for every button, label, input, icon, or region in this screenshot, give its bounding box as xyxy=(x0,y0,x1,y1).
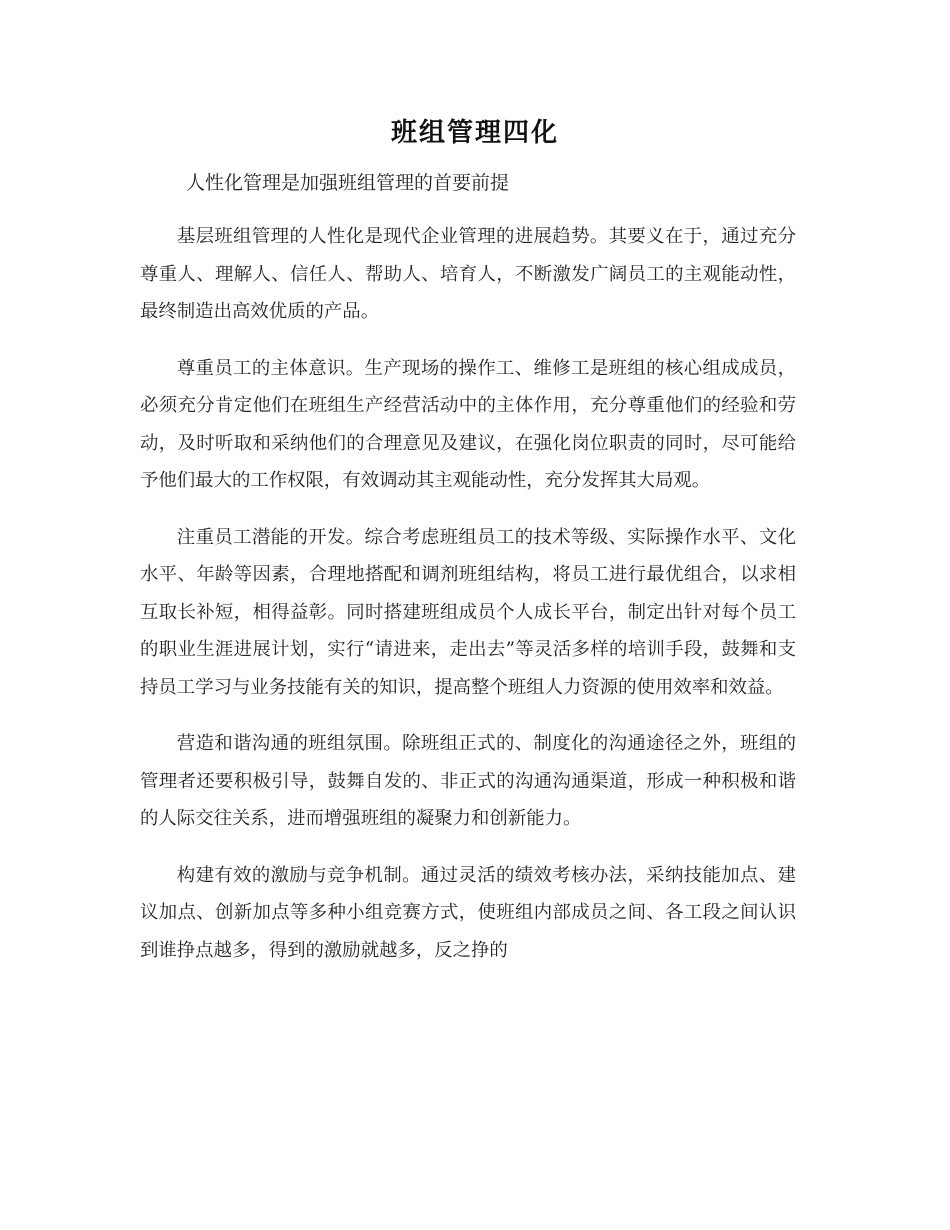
paragraph-humanized-management: 基层班组管理的人性化是现代企业管理的进展趋势。其要义在于，通过充分尊重人、理解人、信任人、帮助人、培育人，不断激发广阔员工的主观能动性，最终制造出高效优质的产品。 xyxy=(140,226,796,322)
document-body xyxy=(140,218,796,988)
paragraph-harmonious-communication: 营造和谐沟通的班组氛围。除班组正式的、制度化的沟通途径之外，班组的管理者还要积极引导，鼓舞自发的、非正式的沟通沟通渠道，形成一种积极和谐的人际交往关系，进而增强班组的凝聚力和创新能力。 xyxy=(140,733,796,829)
document-subtitle: 人性化管理是加强班组管理的首要前提 xyxy=(186,172,510,194)
paragraph-develop-potential: 注重员工潜能的开发。综合考虑班组员工的技术等级、实际操作水平、文化水平、年龄等因素，合理地搭配和调剂班组结构，将员工进行最优组合，以求相互取长补短，相得益彰。同时搭建班组成员个人成长平台，制定出针对每个员工的职业生涯进展计划，实行“请进来，走出去”等灵活多样的培训手段，鼓舞和支持员工学习与业务技能有关的知识，提高整个班组人力资源的使用效率和效益。 xyxy=(140,526,796,698)
paragraph-incentive-mechanism: 构建有效的激励与竞争机制。通过灵活的绩效考核办法，采纳技能加点、建议加点、创新加点等多种小组竞赛方式，使班组内部成员之间、各工段之间认识到谁挣点越多，得到的激励就越多，反之挣的 xyxy=(140,864,796,961)
paragraph-respect-employees: 尊重员工的主体意识。生产现场的操作工、维修工是班组的核心组成成员，必须充分肯定他们在班组生产经营活动中的主体作用，充分尊重他们的经验和劳动，及时听取和采纳他们的合理意见及建议，在强化岗位职责的同时，尽可能给予他们最大的工作权限，有效调动其主观能动性，充分发挥其大局观。 xyxy=(140,357,796,491)
document-title: 班组管理四化 xyxy=(390,118,559,148)
